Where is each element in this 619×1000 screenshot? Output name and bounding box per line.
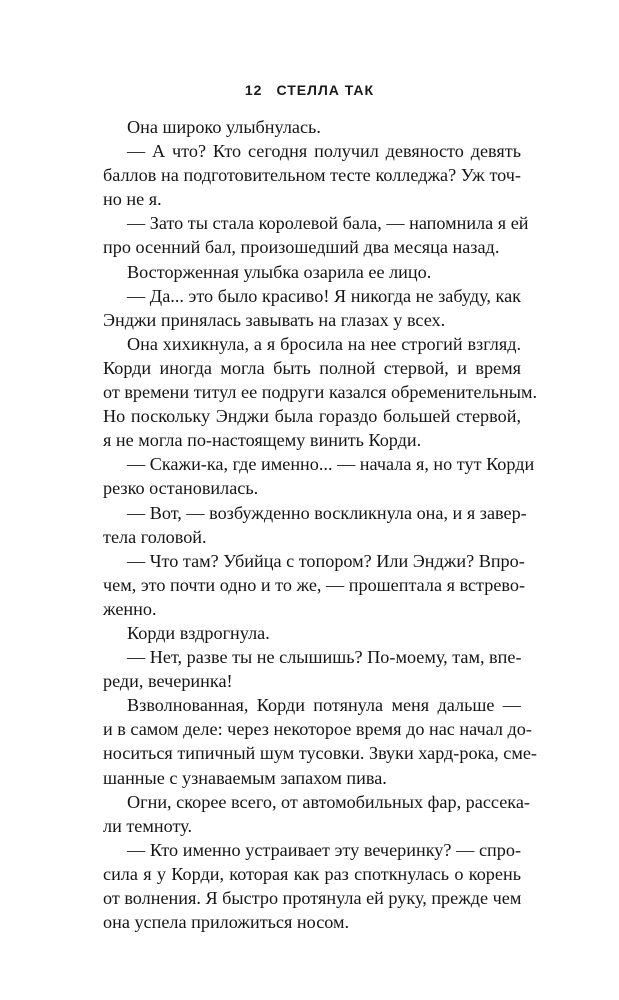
text-line: Но поскольку Энджи была гораздо большей стервой, — [103, 406, 521, 427]
author-name: СТЕЛЛА ТАК — [276, 82, 375, 98]
text-line: — Скажи-ка, где именно... — начала я, но тут Корди — [127, 454, 535, 475]
text-line: но не я. — [103, 189, 162, 210]
text-line: я не могла по-настоящему винить Корди. — [103, 430, 422, 451]
text-line: Взволнованная, Корди потянула меня дальше — — [127, 695, 521, 716]
text-line: тела головой. — [103, 526, 207, 547]
text-line: — Вот, — возбужденно воскликнула она, и я завер- — [127, 502, 527, 523]
text-line: чем, это почти одно и то же, — прошептала я встрево- — [103, 574, 526, 595]
body-text — [103, 115, 538, 934]
text-line: — Да... это было красиво! Я никогда не забуду, как — [127, 285, 521, 306]
text-line: шанные с узнаваемым запахом пива. — [103, 767, 387, 788]
text-line: — Нет, разве ты не слышишь? По-моему, там, впе- — [127, 647, 522, 668]
text-line: сила я у Корди, которая как раз споткнулась о корень — [103, 863, 521, 884]
text-line: носиться типичный шум тусовки. Звуки хард-рока, сме- — [103, 743, 537, 764]
text-line: ли темноту. — [103, 815, 192, 836]
text-line: Корди иногда могла быть полной стервой, и время — [103, 357, 521, 378]
text-line: резко остановилась. — [103, 478, 259, 499]
text-line: реди, вечеринка! — [103, 671, 233, 692]
text-line: от волнения. Я быстро протянула ей руку, прежде чем — [103, 888, 522, 908]
text-line: — А что? Кто сегодня получил девяносто девять — [127, 141, 521, 162]
running-header — [0, 82, 619, 98]
text-line: Восторженная улыбка озарила ее лицо. — [127, 261, 432, 282]
text-line: и в самом деле: через некоторое время до нас начал до- — [103, 719, 532, 740]
text-line: Корди вздрогнула. — [127, 622, 270, 643]
text-line: про осенний бал, произошедший два месяца назад. — [103, 237, 500, 258]
text-line: женно. — [103, 598, 157, 619]
page-number: 12 — [244, 82, 263, 98]
text-line: Она широко улыбнулась. — [127, 117, 321, 137]
text-line: баллов на подготовительном тесте колледжа? Уж точ- — [103, 165, 521, 186]
text-line: — Что там? Убийца с топором? Или Энджи? Впро- — [127, 550, 525, 571]
text-line: — Кто именно устраивает эту вечеринку? — спро- — [127, 839, 521, 860]
text-line: — Зато ты стала королевой бала, — напомнила я ей — [127, 213, 529, 234]
text-line: Она хихикнула, а я бросила на нее строгий взгляд. — [127, 333, 521, 354]
text-line: она успела приложиться носом. — [103, 912, 350, 933]
text-line: от времени титул ее подруги казался обременительным. — [103, 382, 538, 403]
text-line: Огни, скорее всего, от автомобильных фар, рассека- — [127, 791, 530, 812]
text-line: Энджи принялась завывать на глазах у всех. — [103, 309, 446, 330]
